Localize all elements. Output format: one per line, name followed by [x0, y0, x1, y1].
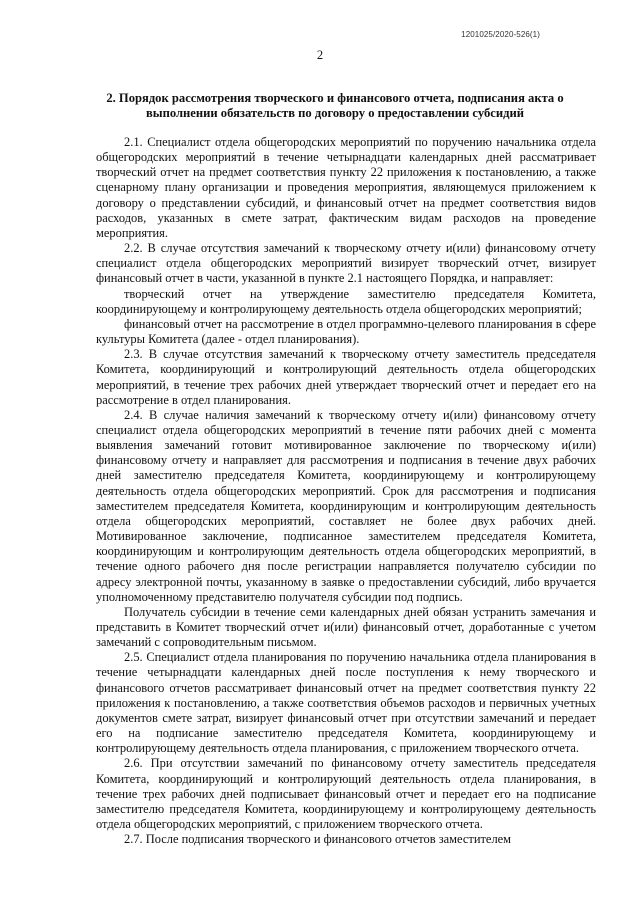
paragraph-2-7: 2.7. После подписания творческого и финансового отчетов заместителем	[124, 832, 512, 847]
paragraph-2-2: 2.2. В случае отсутствия замечаний к творческому отчету и(или) финансовому отчету специалист отдела общегородских мероприятий визирует творческий отчет, визирует финансовый отчет в части, указанной в пункте 2.1 настоящего Порядка, и направляет:	[96, 241, 596, 286]
page-number: 2	[316, 48, 324, 62]
paragraph-2-6: 2.6. При отсутствии замечаний по финансовому отчету заместитель председателя Комитета, координирующий и контролирующий деятельность отдела планирования, в течение трех рабочих дней подписывает финансовый отчет и передает его на подписание заместителю председателя Комитета, координирующему и контролирующему деятельность отдела общегородских мероприятий, с приложением творческого отчета.	[96, 756, 596, 832]
paragraph-2-3: 2.3. В случае отсутствия замечаний к творческому отчету заместитель председателя Комитета, координирующий и контролирующий деятельность отдела общегородских мероприятий, в течение трех рабочих дней утверждает творческий отчет и передает его на рассмотрение в отдел планирования.	[96, 347, 596, 407]
document-body	[96, 135, 596, 847]
paragraph-2-1: 2.1. Специалист отдела общегородских мероприятий по поручению начальника отдела общегородских мероприятий в течение четырнадцати календарных дней рассматривает творческий отчет на предмет соответствия пункту 22 приложения к постановлению, а также сценарному плану организации и проведения мероприятия, являющемуся приложением к договору о представлении субсидий, и финансовый отчет на предмет соответствия видов расходов, указанных в смете затрат, фактическим видам расходов на проведение мероприятия.	[96, 135, 596, 240]
paragraph-2-5: 2.5. Специалист отдела планирования по поручению начальника отдела планирования в течение четырнадцати календарных дней после поступления к нему творческого и финансового отчетов рассматривает финансовый отчет на предмет соответствия пункту 22 приложения к постановлению, а также соответствия объемов расходов и первичных учетных документов смете затрат, визирует финансовый отчет при отсутствии замечаний и передает его на подписание заместителю председателя Комитета, координирующему и контролирующему деятельность отдела планирования, с приложением творческого отчета.	[96, 650, 596, 756]
paragraph-2-2-item-financial: финансовый отчет на рассмотрение в отдел программно-целевого планирования в сфере культуры Комитета (далее - отдел планирования).	[96, 316, 596, 347]
paragraph-2-4-recipient: Получатель субсидии в течение семи календарных дней обязан устранить замечания и представить в Комитет творческий отчет и(или) финансовый отчет, доработанные с учетом замечаний с сопроводительным письмом.	[96, 604, 596, 650]
section-heading: 2. Порядок рассмотрения творческого и финансового отчета, подписания акта о выполнении обязательств по договору о предоставлении субсидий	[106, 91, 564, 120]
paragraph-2-2-item-creative: творческий отчет на утверждение заместителю председателя Комитета, координирующему и контролирующему деятельность отдела общегородских мероприятий;	[96, 286, 596, 316]
document-id: 1201025/2020-526(1)	[461, 30, 540, 39]
paragraph-2-4: 2.4. В случае наличия замечаний к творческому отчету и(или) финансовому отчету специалист отдела общегородских мероприятий в течение пяти рабочих дней с момента выявления замечаний готовит мотивированное заключение по творческому и(или) финансовому отчету и направляет для рассмотрения и подписания в течение двух рабочих дней заместителю председателя Комитета, координирующему и контролирующему деятельность отдела общегородских мероприятий. Срок для рассмотрения и подписания заместителем председателя Комитета, координирующим и контролирующим деятельность отдела общегородских мероприятий, составляет не более двух рабочих дней. Мотивированное заключение, подписанное заместителем председателя Комитета, координирующим и контролирующим деятельность отдела общегородских мероприятий, в течение одного рабочего дня после регистрации направляется получателю субсидии по адресу электронной почты, указанному в заявке о предоставлении субсидий, либо вручается уполномоченному представителю получателя субсидии под подпись.	[96, 407, 596, 604]
